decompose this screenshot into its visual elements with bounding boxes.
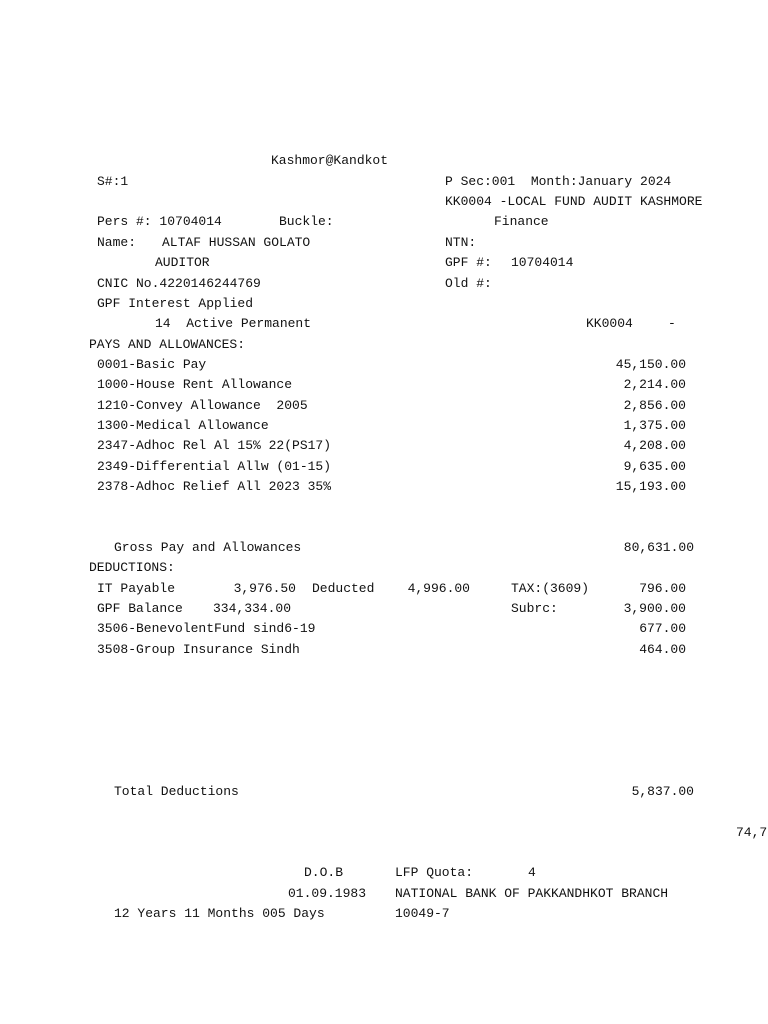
total-deductions-label: Total Deductions [114, 784, 239, 799]
pay-item-label: 1210-Convey Allowance 2005 [97, 398, 308, 413]
pay-item-amount: 4,208.00 [623, 438, 686, 453]
old-number-label: Old #: [445, 276, 492, 291]
pay-item-amount: 2,214.00 [623, 377, 686, 392]
tax-amount: 796.00 [639, 581, 686, 596]
pay-item-amount: 9,635.00 [623, 459, 686, 474]
office-name: Kashmor@Kandkot [271, 153, 389, 168]
bank-name: NATIONAL BANK OF PAKKANDHKOT BRANCH [395, 886, 669, 901]
personnel-number: Pers #: 10704014 [97, 214, 222, 229]
subrc-label: Subrc: [511, 601, 558, 616]
name-label: Name: [97, 235, 137, 250]
it-payable-value: 3,976.50 [233, 581, 296, 596]
department: Finance [494, 214, 549, 229]
lfp-quota-value: 4 [528, 865, 536, 880]
date-of-birth: 01.09.1983 [288, 886, 367, 901]
buckle-label: Buckle: [279, 214, 334, 229]
deductions-heading: DEDUCTIONS: [89, 560, 175, 575]
net-pay-amount: 74,7 [736, 825, 768, 840]
ddo-code: KK0004 -LOCAL FUND AUDIT KASHMORE [445, 194, 703, 209]
gross-pay-amount: 80,631.00 [623, 540, 694, 555]
pays-heading: PAYS AND ALLOWANCES: [89, 337, 246, 352]
deducted-value: 4,996.00 [407, 581, 470, 596]
dob-label: D.O.B [304, 865, 344, 880]
lfp-quota-label: LFP Quota: [395, 865, 474, 880]
pay-item-label: 1000-House Rent Allowance [97, 377, 293, 392]
tax-label: TAX:(3609) [511, 581, 590, 596]
pay-item-amount: 45,150.00 [615, 357, 686, 372]
pay-item-amount: 15,193.00 [615, 479, 686, 494]
serial-number: S#:1 [97, 174, 129, 189]
group-insurance-amount: 464.00 [639, 642, 686, 657]
employee-name: ALTAF HUSSAN GOLATO [162, 235, 311, 250]
pay-item-label: 1300-Medical Allowance [97, 418, 269, 433]
designation: AUDITOR [155, 255, 210, 270]
pay-item-amount: 2,856.00 [623, 398, 686, 413]
pay-period: P Sec:001 Month:January 2024 [445, 174, 672, 189]
gpf-label: GPF #: [445, 255, 492, 270]
pay-item-label: 2378-Adhoc Relief All 2023 35% [97, 479, 332, 494]
cnic-number: CNIC No.4220146244769 [97, 276, 261, 291]
pay-item-amount: 1,375.00 [623, 418, 686, 433]
benevolent-fund-amount: 677.00 [639, 621, 686, 636]
gpf-balance-label: GPF Balance [97, 601, 183, 616]
office-code: KK0004 [586, 316, 633, 331]
benevolent-fund-label: 3506-BenevolentFund sind6-19 [97, 621, 316, 636]
pay-item-label: 2349-Differential Allw (01-15) [97, 459, 332, 474]
gpf-balance-value: 334,334.00 [213, 601, 292, 616]
deducted-label: Deducted [312, 581, 375, 596]
employment-status: 14 Active Permanent [155, 316, 312, 331]
bank-account: 10049-7 [395, 906, 450, 921]
ntn-label: NTN: [445, 235, 477, 250]
gpf-interest: GPF Interest Applied [97, 296, 254, 311]
gpf-number: 10704014 [511, 255, 574, 270]
group-insurance-label: 3508-Group Insurance Sindh [97, 642, 300, 657]
service-length: 12 Years 11 Months 005 Days [114, 906, 325, 921]
pay-item-label: 2347-Adhoc Rel Al 15% 22(PS17) [97, 438, 332, 453]
gross-pay-label: Gross Pay and Allowances [114, 540, 302, 555]
it-payable-label: IT Payable [97, 581, 176, 596]
total-deductions-amount: 5,837.00 [631, 784, 694, 799]
office-code-dash: - [668, 316, 676, 331]
subrc-amount: 3,900.00 [623, 601, 686, 616]
pay-item-label: 0001-Basic Pay [97, 357, 207, 372]
